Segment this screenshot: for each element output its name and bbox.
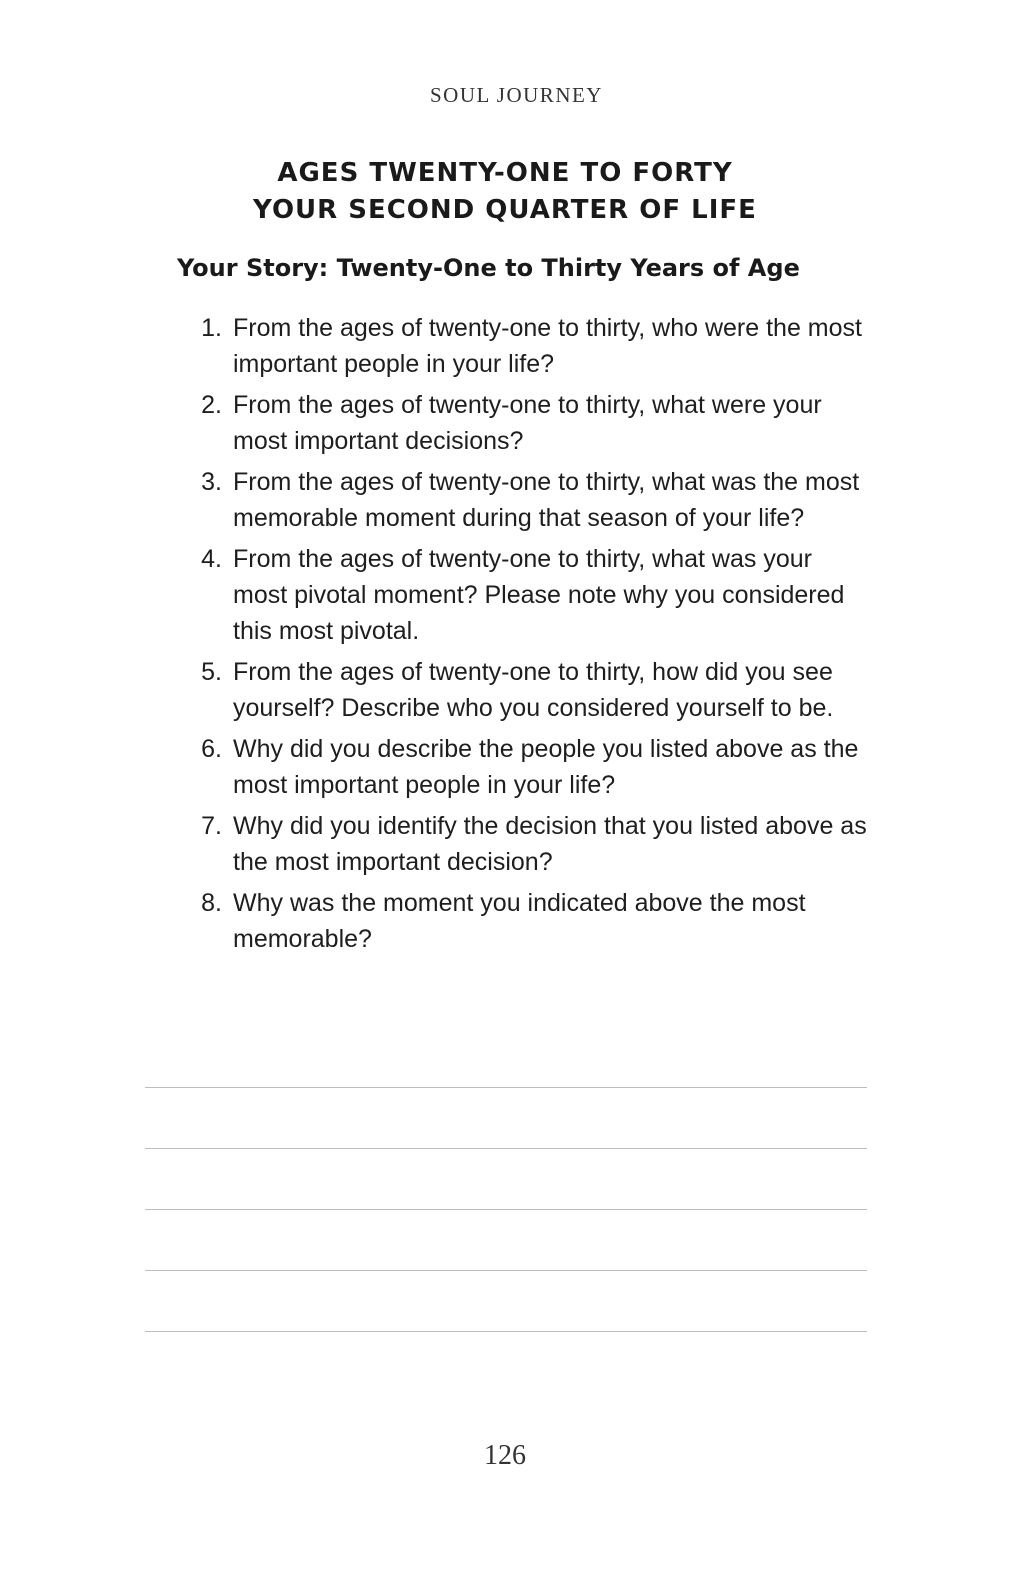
question-number: 7. [201,812,222,840]
question-number: 8. [201,889,222,917]
question-text: From the ages of twenty-one to thirty, who were the most important people in your life? [233,314,862,378]
question-number: 3. [201,468,222,496]
chapter-title [0,155,1010,229]
answer-line [145,1209,867,1210]
question-item [0,541,873,649]
chapter-title-line-2: YOUR SECOND QUARTER OF LIFE [253,195,757,225]
answer-lines [145,1087,867,1392]
question-item [0,387,873,459]
question-text: From the ages of twenty-one to thirty, what was the most memorable moment during that season of your life? [233,468,860,532]
answer-line [145,1148,867,1149]
question-item [0,885,873,957]
question-number: 2. [201,391,222,419]
answer-line [145,1331,867,1332]
question-number: 5. [201,658,222,686]
answer-line [145,1087,867,1088]
question-text: From the ages of twenty-one to thirty, what were your most important decisions? [233,391,822,455]
running-head: SOUL JOURNEY [430,83,603,107]
question-item [0,310,873,382]
question-list [0,310,1033,962]
page-number: 126 [484,1440,526,1471]
question-item [0,808,873,880]
question-text: From the ages of twenty-one to thirty, what was your most pivotal moment? Please note why you considered this most pivotal. [233,545,845,645]
chapter-title-line-1: AGES TWENTY-ONE TO FORTY [277,158,733,188]
question-text: From the ages of twenty-one to thirty, how did you see yourself? Describe who you considered yourself to be. [233,658,834,722]
section-heading: Your Story: Twenty-One to Thirty Years of Age [177,254,800,282]
question-item [0,731,873,803]
question-item [0,464,873,536]
question-number: 4. [201,545,222,573]
question-number: 1. [201,314,222,342]
question-text: Why did you identify the decision that you listed above as the most important decision? [233,812,867,876]
question-text: Why did you describe the people you listed above as the most important people in your life? [233,735,859,799]
answer-line [145,1270,867,1271]
question-number: 6. [201,735,222,763]
question-text: Why was the moment you indicated above the most memorable? [233,889,806,953]
question-item [0,654,873,726]
